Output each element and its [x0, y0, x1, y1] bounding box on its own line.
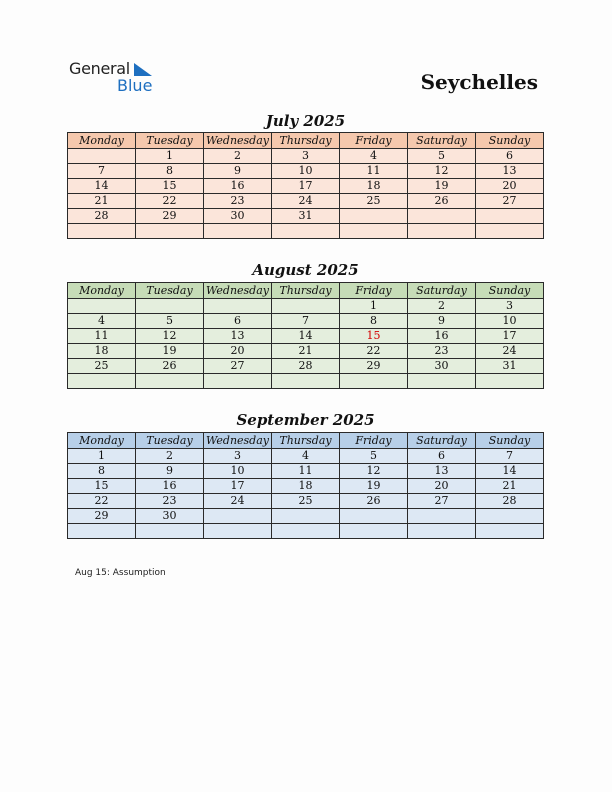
weekday-header-sunday: Sunday: [476, 133, 544, 149]
day-cell: 18: [340, 179, 408, 194]
weekday-header-saturday: Saturday: [408, 433, 476, 449]
week-row: [68, 194, 544, 209]
weekday-header-friday: Friday: [340, 283, 408, 299]
weekday-header-tuesday: Tuesday: [136, 433, 204, 449]
calendar-september: [67, 432, 544, 539]
day-cell: 26: [408, 194, 476, 209]
empty-day-cell: [408, 224, 476, 239]
weekday-header-row: [68, 283, 544, 299]
day-cell: 15: [136, 179, 204, 194]
empty-day-cell: [476, 209, 544, 224]
week-row: [68, 344, 544, 359]
day-cell: 25: [68, 359, 136, 374]
day-cell: 28: [68, 209, 136, 224]
holiday-day-cell: 15: [340, 329, 408, 344]
weekday-header-wednesday: Wednesday: [204, 133, 272, 149]
day-cell: 19: [408, 179, 476, 194]
day-cell: 1: [136, 149, 204, 164]
day-cell: 12: [408, 164, 476, 179]
day-cell: 25: [340, 194, 408, 209]
day-cell: 24: [272, 194, 340, 209]
week-row: [68, 524, 544, 539]
weekday-header-monday: Monday: [68, 133, 136, 149]
day-cell: 9: [204, 164, 272, 179]
weekday-header-saturday: Saturday: [408, 283, 476, 299]
day-cell: 27: [408, 494, 476, 509]
weekday-header-monday: Monday: [68, 433, 136, 449]
day-cell: 7: [476, 449, 544, 464]
day-cell: 29: [340, 359, 408, 374]
day-cell: 14: [272, 329, 340, 344]
day-cell: 5: [136, 314, 204, 329]
weekday-header-thursday: Thursday: [272, 133, 340, 149]
day-cell: 4: [68, 314, 136, 329]
week-row: [68, 314, 544, 329]
empty-day-cell: [204, 509, 272, 524]
day-cell: 18: [272, 479, 340, 494]
empty-day-cell: [272, 224, 340, 239]
weekday-header-sunday: Sunday: [476, 283, 544, 299]
day-cell: 8: [136, 164, 204, 179]
day-cell: 23: [204, 194, 272, 209]
week-row: [68, 149, 544, 164]
week-row: [68, 299, 544, 314]
day-cell: 14: [68, 179, 136, 194]
empty-day-cell: [136, 299, 204, 314]
week-row: [68, 329, 544, 344]
week-row: [68, 224, 544, 239]
weekday-header-wednesday: Wednesday: [204, 433, 272, 449]
weekday-header-row: [68, 133, 544, 149]
day-cell: 19: [136, 344, 204, 359]
holiday-note: Aug 15: Assumption: [75, 568, 166, 578]
day-cell: 20: [408, 479, 476, 494]
day-cell: 10: [272, 164, 340, 179]
empty-day-cell: [272, 299, 340, 314]
day-cell: 12: [136, 329, 204, 344]
empty-day-cell: [408, 374, 476, 389]
empty-day-cell: [68, 374, 136, 389]
day-cell: 17: [204, 479, 272, 494]
day-cell: 9: [408, 314, 476, 329]
empty-day-cell: [476, 374, 544, 389]
day-cell: 17: [272, 179, 340, 194]
empty-day-cell: [204, 374, 272, 389]
day-cell: 17: [476, 329, 544, 344]
empty-day-cell: [68, 299, 136, 314]
empty-day-cell: [68, 524, 136, 539]
day-cell: 16: [136, 479, 204, 494]
empty-day-cell: [340, 524, 408, 539]
empty-day-cell: [68, 224, 136, 239]
day-cell: 22: [136, 194, 204, 209]
day-cell: 6: [204, 314, 272, 329]
empty-day-cell: [272, 524, 340, 539]
day-cell: 3: [204, 449, 272, 464]
empty-day-cell: [204, 524, 272, 539]
empty-day-cell: [136, 224, 204, 239]
logo: [69, 60, 152, 94]
day-cell: 2: [136, 449, 204, 464]
week-row: [68, 164, 544, 179]
day-cell: 29: [68, 509, 136, 524]
weekday-header-friday: Friday: [340, 133, 408, 149]
weekday-header-monday: Monday: [68, 283, 136, 299]
month-title-september: September 2025: [236, 411, 375, 429]
day-cell: 28: [272, 359, 340, 374]
weekday-header-saturday: Saturday: [408, 133, 476, 149]
week-row: [68, 359, 544, 374]
weekday-header-friday: Friday: [340, 433, 408, 449]
calendar-august: [67, 282, 544, 389]
day-cell: 16: [204, 179, 272, 194]
week-row: [68, 449, 544, 464]
day-cell: 25: [272, 494, 340, 509]
day-cell: 4: [272, 449, 340, 464]
day-cell: 8: [340, 314, 408, 329]
day-cell: 10: [476, 314, 544, 329]
day-cell: 11: [68, 329, 136, 344]
day-cell: 9: [136, 464, 204, 479]
empty-day-cell: [204, 299, 272, 314]
day-cell: 7: [68, 164, 136, 179]
empty-day-cell: [340, 509, 408, 524]
empty-day-cell: [476, 524, 544, 539]
day-cell: 26: [340, 494, 408, 509]
weekday-header-thursday: Thursday: [272, 283, 340, 299]
week-row: [68, 479, 544, 494]
empty-day-cell: [408, 524, 476, 539]
logo-triangle-icon: [134, 63, 152, 76]
day-cell: 28: [476, 494, 544, 509]
day-cell: 11: [272, 464, 340, 479]
day-cell: 13: [476, 164, 544, 179]
day-cell: 16: [408, 329, 476, 344]
day-cell: 24: [476, 344, 544, 359]
day-cell: 29: [136, 209, 204, 224]
day-cell: 27: [204, 359, 272, 374]
day-cell: 31: [272, 209, 340, 224]
weekday-header-row: [68, 433, 544, 449]
empty-day-cell: [136, 374, 204, 389]
empty-day-cell: [340, 374, 408, 389]
day-cell: 21: [272, 344, 340, 359]
day-cell: 7: [272, 314, 340, 329]
day-cell: 15: [68, 479, 136, 494]
day-cell: 23: [408, 344, 476, 359]
day-cell: 20: [476, 179, 544, 194]
day-cell: 2: [204, 149, 272, 164]
day-cell: 23: [136, 494, 204, 509]
day-cell: 26: [136, 359, 204, 374]
empty-day-cell: [272, 509, 340, 524]
empty-day-cell: [408, 209, 476, 224]
empty-day-cell: [68, 149, 136, 164]
logo-text-general: General: [69, 59, 130, 78]
weekday-header-thursday: Thursday: [272, 433, 340, 449]
day-cell: 6: [408, 449, 476, 464]
day-cell: 1: [68, 449, 136, 464]
day-cell: 22: [68, 494, 136, 509]
week-row: [68, 464, 544, 479]
empty-day-cell: [340, 224, 408, 239]
weekday-header-wednesday: Wednesday: [204, 283, 272, 299]
day-cell: 21: [476, 479, 544, 494]
day-cell: 14: [476, 464, 544, 479]
day-cell: 12: [340, 464, 408, 479]
weekday-header-tuesday: Tuesday: [136, 133, 204, 149]
week-row: [68, 374, 544, 389]
country-title: Seychelles: [420, 70, 538, 94]
empty-day-cell: [408, 509, 476, 524]
day-cell: 3: [476, 299, 544, 314]
day-cell: 22: [340, 344, 408, 359]
day-cell: 13: [204, 329, 272, 344]
day-cell: 2: [408, 299, 476, 314]
day-cell: 10: [204, 464, 272, 479]
day-cell: 31: [476, 359, 544, 374]
empty-day-cell: [136, 524, 204, 539]
day-cell: 5: [408, 149, 476, 164]
weekday-header-sunday: Sunday: [476, 433, 544, 449]
day-cell: 8: [68, 464, 136, 479]
empty-day-cell: [272, 374, 340, 389]
day-cell: 6: [476, 149, 544, 164]
week-row: [68, 509, 544, 524]
day-cell: 18: [68, 344, 136, 359]
week-row: [68, 179, 544, 194]
logo-text-blue: Blue: [117, 76, 153, 95]
day-cell: 19: [340, 479, 408, 494]
day-cell: 24: [204, 494, 272, 509]
week-row: [68, 209, 544, 224]
calendar-july: [67, 132, 544, 239]
day-cell: 30: [136, 509, 204, 524]
day-cell: 27: [476, 194, 544, 209]
day-cell: 30: [408, 359, 476, 374]
week-row: [68, 494, 544, 509]
day-cell: 1: [340, 299, 408, 314]
day-cell: 3: [272, 149, 340, 164]
month-title-july: July 2025: [265, 112, 346, 130]
day-cell: 30: [204, 209, 272, 224]
empty-day-cell: [476, 224, 544, 239]
empty-day-cell: [204, 224, 272, 239]
month-title-august: August 2025: [252, 261, 359, 279]
empty-day-cell: [340, 209, 408, 224]
weekday-header-tuesday: Tuesday: [136, 283, 204, 299]
day-cell: 13: [408, 464, 476, 479]
empty-day-cell: [476, 509, 544, 524]
day-cell: 11: [340, 164, 408, 179]
day-cell: 5: [340, 449, 408, 464]
day-cell: 4: [340, 149, 408, 164]
day-cell: 20: [204, 344, 272, 359]
day-cell: 21: [68, 194, 136, 209]
